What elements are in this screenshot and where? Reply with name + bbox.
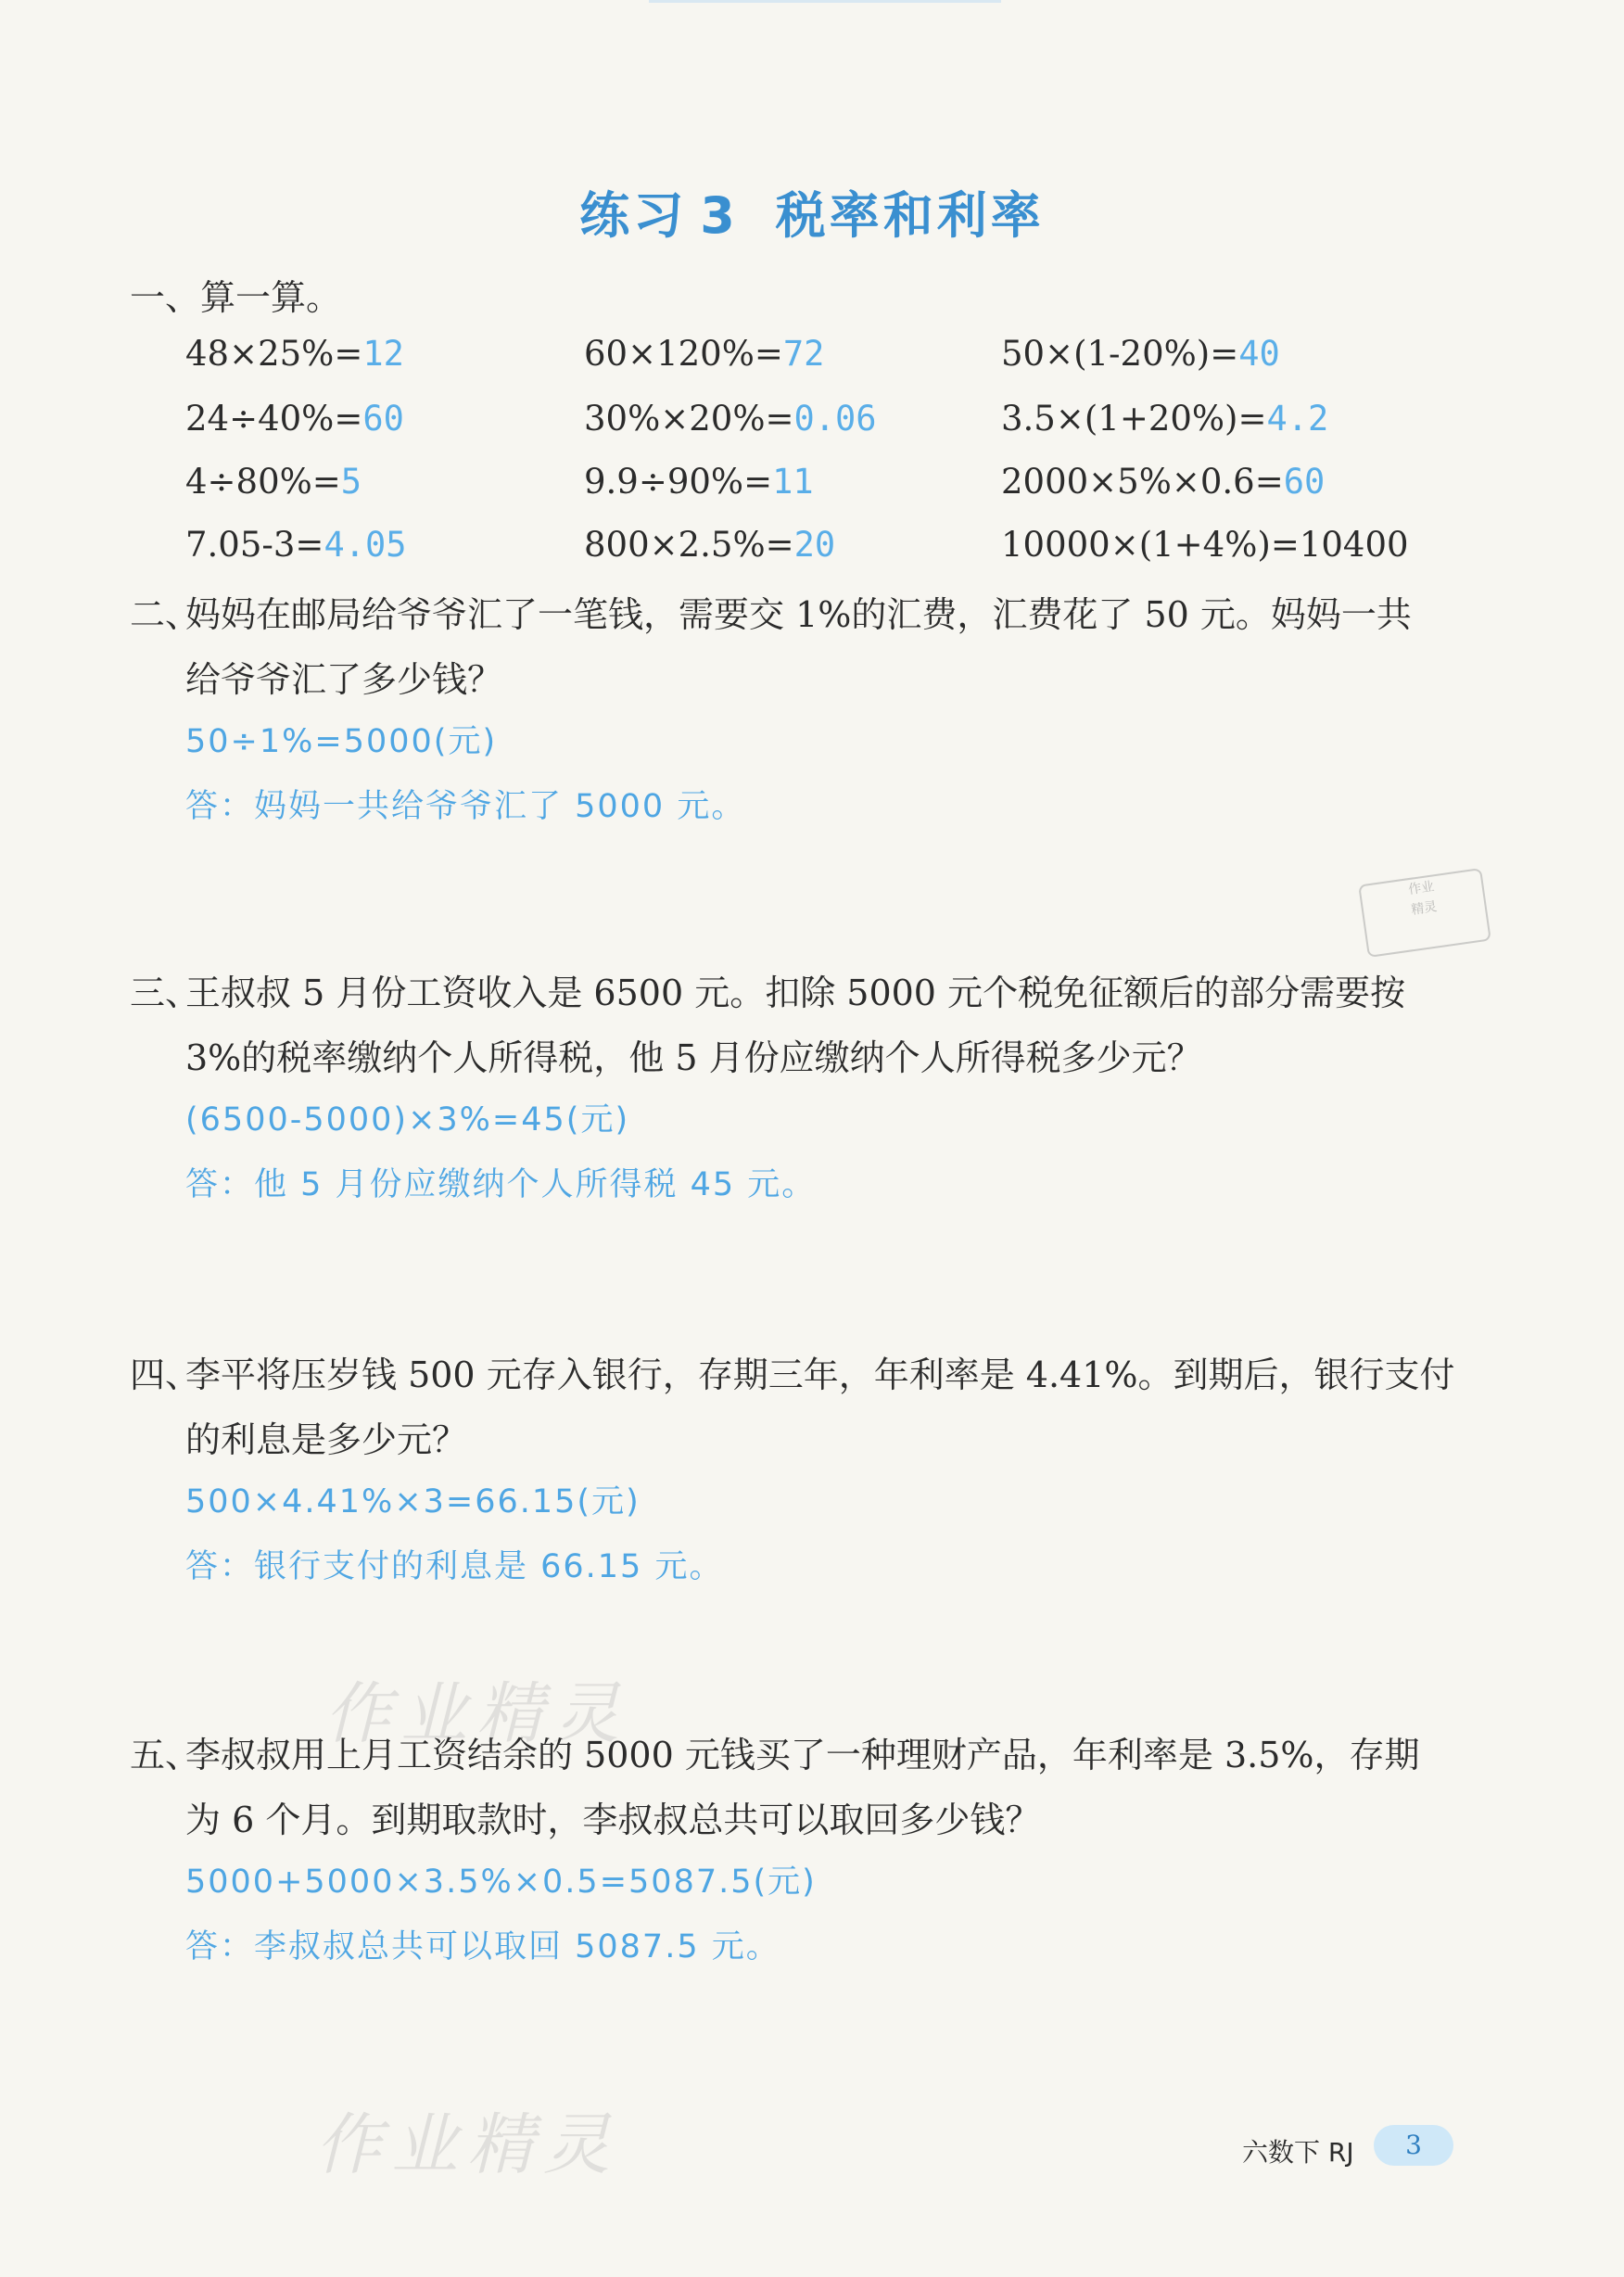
title-number: 3 <box>700 186 739 245</box>
question-text-line1: 李叔叔用上月工资结余的 5000 元钱买了一种理财产品，年利率是 3.5%，存期 <box>185 1735 1420 1775</box>
calc-answer: 0.06 <box>793 399 877 439</box>
handwritten-answer: 答：李叔叔总共可以取回 5087.5 元。 <box>185 1928 780 1965</box>
calc-expr: 50×(1-20%)= <box>1001 334 1239 374</box>
calc-item <box>584 334 824 374</box>
calc-expr: 10000×(1+4%)=10400 <box>1001 525 1409 565</box>
watermark-text: 作业精灵 <box>324 1674 629 1752</box>
handwritten-calculation: 500×4.41%×3=66.15(元) <box>185 1483 641 1520</box>
section1-label: 一、算一算。 <box>130 277 342 318</box>
handwritten-calculation: 50÷1%=5000(元) <box>185 723 498 760</box>
calc-answer: 40 <box>1238 334 1280 374</box>
top-divider <box>649 0 1001 3</box>
page-number: 3 <box>1374 2125 1453 2166</box>
calc-expr: 30%×20%= <box>584 399 794 439</box>
question-text-line2: 3%的税率缴纳个人所得税，他 5 月份应缴纳个人所得税多少元？ <box>185 1037 1202 1078</box>
page-title <box>0 176 1624 248</box>
question-text-line2: 给爷爷汇了多少钱？ <box>185 659 503 700</box>
calc-expr: 3.5×(1+20%)= <box>1001 399 1267 439</box>
calc-item <box>185 525 407 565</box>
question-number: 五、 <box>130 1735 201 1775</box>
question-number: 二、 <box>130 594 201 635</box>
handwritten-answer: 答：妈妈一共给爷爷汇了 5000 元。 <box>185 788 746 825</box>
calc-expr: 2000×5%×0.6= <box>1001 462 1284 502</box>
title-text: 税率和利率 <box>775 186 1045 245</box>
footer-book-label: 六数下 RJ <box>1242 2137 1354 2168</box>
calc-expr: 60×120%= <box>584 334 783 374</box>
calc-item <box>1001 334 1280 374</box>
question-text-line1: 李平将压岁钱 500 元存入银行，存期三年，年利率是 4.41%。到期后，银行支付 <box>185 1355 1455 1395</box>
stamp-line1: 作业 <box>1407 879 1436 898</box>
calc-expr: 24÷40%= <box>185 399 363 439</box>
question-text-line1: 王叔叔 5 月份工资收入是 6500 元。扣除 5000 元个税免征额后的部分需要按 <box>185 973 1406 1013</box>
stamp-line2: 精灵 <box>1410 899 1439 918</box>
question-text-line2: 为 6 个月。到期取款时，李叔叔总共可以取回多少钱？ <box>185 1800 1041 1840</box>
calc-answer: 5 <box>340 462 362 502</box>
calc-expr: 48×25%= <box>185 334 363 374</box>
handwritten-answer: 答：银行支付的利息是 66.15 元。 <box>185 1548 724 1585</box>
calc-item <box>1001 462 1325 502</box>
question-number: 三、 <box>130 973 201 1013</box>
calc-expr: 800×2.5%= <box>584 525 794 565</box>
calc-item <box>185 462 362 502</box>
question-text-line1: 妈妈在邮局给爷爷汇了一笔钱，需要交 1%的汇费，汇费花了 50 元。妈妈一共 <box>185 594 1412 635</box>
calc-item <box>584 462 814 502</box>
calc-answer: 4.05 <box>324 525 407 565</box>
calc-answer: 11 <box>772 462 814 502</box>
handwritten-answer: 答：他 5 月份应缴纳个人所得税 45 元。 <box>185 1166 817 1203</box>
calc-expr: 4÷80%= <box>185 462 341 502</box>
calc-expr: 9.9÷90%= <box>584 462 773 502</box>
question-number: 四、 <box>130 1355 201 1395</box>
calc-expr: 7.05-3= <box>185 525 324 565</box>
handwritten-calculation: (6500-5000)×3%=45(元) <box>185 1101 630 1138</box>
calc-answer: 20 <box>793 525 836 565</box>
calc-item <box>584 525 835 565</box>
calc-item <box>185 334 404 374</box>
question-text-line2: 的利息是多少元？ <box>185 1419 468 1460</box>
handwritten-calculation: 5000+5000×3.5%×0.5=5087.5(元) <box>185 1864 817 1901</box>
calc-answer: 12 <box>362 334 404 374</box>
calc-item <box>584 399 877 439</box>
calc-answer: 60 <box>362 399 404 439</box>
watermark-text: 作业精灵 <box>315 2105 620 2183</box>
calc-item <box>185 399 404 439</box>
title-prefix: 练习 <box>579 186 688 245</box>
calc-answer: 60 <box>1283 462 1326 502</box>
calc-item <box>1001 525 1409 565</box>
calc-answer: 72 <box>782 334 825 374</box>
watermark-stamp <box>1358 868 1491 958</box>
calc-item <box>1001 399 1328 439</box>
calc-answer: 4.2 <box>1266 399 1329 439</box>
